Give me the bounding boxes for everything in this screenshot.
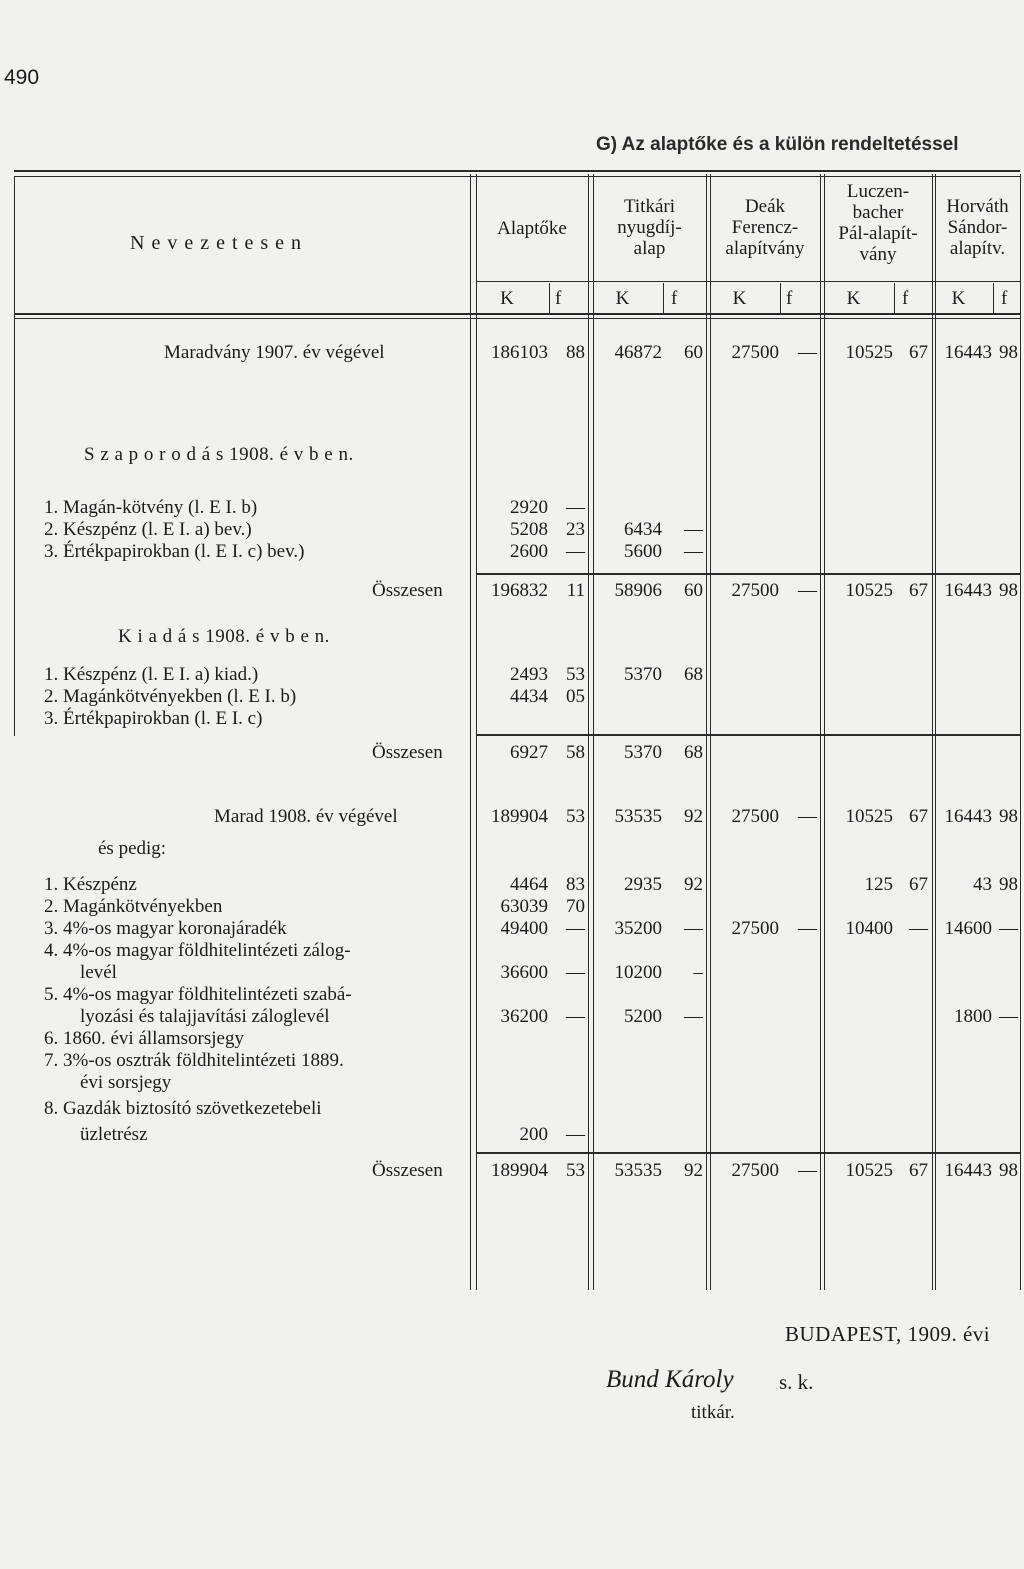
holdings-row-value-k: 200: [519, 1124, 548, 1145]
holdings-row-label: 3. 4%-os magyar koronajáradék: [44, 918, 287, 939]
column-header-line: alap: [633, 238, 666, 259]
signature: Bund Károly: [606, 1366, 734, 1393]
increase-row-value-f: —: [684, 541, 703, 562]
holdings-total-value-k: 27500: [731, 1160, 779, 1181]
header-bottom-rule: [14, 313, 1020, 315]
balance-1907-value-f: 88: [566, 342, 585, 363]
holdings-row-value-k: 35200: [614, 918, 662, 939]
holdings-row-value-f: 92: [684, 874, 703, 895]
holdings-row-value-f: —: [798, 918, 817, 939]
expense-total-value-f: 58: [566, 742, 585, 763]
unit-label-k: K: [732, 288, 747, 309]
holdings-row-label: levél: [80, 962, 117, 983]
increase-total-value-f: 11: [566, 580, 585, 601]
column-header-line: Titkári: [623, 196, 676, 217]
holdings-row-value-k: 27500: [731, 918, 779, 939]
holdings-row-value-k: 63039: [500, 896, 548, 917]
increase-row-value-f: 23: [566, 519, 585, 540]
balance-1908-value-k: 189904: [491, 806, 548, 827]
holdings-row-label: évi sorsjegy: [80, 1072, 172, 1093]
column-header: [824, 181, 932, 265]
column-rule: [706, 174, 707, 1290]
column-header-line: vány: [859, 244, 897, 265]
balance-1907-value-k: 186103: [491, 342, 548, 363]
holdings-total-value-f: 53: [566, 1160, 585, 1181]
holdings-row-value-k: 10400: [845, 918, 893, 939]
unit-label-k: K: [951, 288, 966, 309]
expense-total-rule: [476, 734, 1020, 736]
holdings-row-label: 1. Készpénz: [44, 874, 137, 895]
holdings-row-label: 2. Magánkötvényekben: [44, 896, 223, 917]
balance-1908-value-k: 27500: [731, 806, 779, 827]
increase-total-value-f: —: [798, 580, 817, 601]
holdings-row-label: 4. 4%-os magyar földhitelintézeti zálog-: [44, 940, 351, 961]
column-header-line: Luczen-: [846, 181, 910, 202]
unit-divider: [993, 283, 994, 313]
holdings-row-value-k: 4464: [510, 874, 548, 895]
balance-1907-value-f: 60: [684, 342, 703, 363]
increase-row-value-f: —: [566, 541, 585, 562]
balance-1908-value-k: 53535: [614, 806, 662, 827]
increase-total-value-k: 58906: [614, 580, 662, 601]
increase-row-value-k: 2920: [510, 497, 548, 518]
holdings-row-value-f: —: [909, 918, 928, 939]
holdings-row-value-f: —: [566, 962, 585, 983]
holdings-row-value-k: 10200: [614, 962, 662, 983]
left-margin-rule: [14, 176, 15, 736]
expense-total-label: Összesen: [372, 742, 443, 763]
increase-row-value-k: 2600: [510, 541, 548, 562]
increase-row-label: 2. Készpénz (l. E I. a) bev.): [44, 519, 252, 540]
increase-row-label: 1. Magán-kötvény (l. E I. b): [44, 497, 258, 518]
holdings-row-value-f: –: [693, 962, 703, 983]
column-header-line: alapítv.: [949, 238, 1006, 259]
increase-total-value-k: 10525: [845, 580, 893, 601]
balance-1907-value-k: 46872: [614, 342, 662, 363]
increase-total-rule: [476, 573, 1020, 575]
column-header-line: bacher: [852, 202, 904, 223]
holdings-row-value-k: 125: [864, 874, 893, 895]
unit-label-f: f: [555, 288, 562, 309]
holdings-row-value-f: —: [566, 1124, 585, 1145]
table-top-rule: [14, 170, 1020, 172]
and-namely-label: és pedig:: [98, 838, 167, 859]
place-date: BUDAPEST, 1909. évi: [785, 1322, 991, 1346]
increase-row-value-f: —: [566, 497, 585, 518]
unit-label-f: f: [902, 288, 909, 309]
holdings-row-value-f: 70: [566, 896, 585, 917]
increase-total-label: Összesen: [372, 580, 443, 601]
column-rule: [932, 174, 933, 1290]
column-header: [593, 196, 706, 259]
column-header-line: Sándor-: [947, 217, 1008, 238]
header-bottom-rule-inner: [14, 318, 1020, 319]
expense-row-value-k: 2493: [510, 664, 548, 685]
balance-1907-value-f: —: [798, 342, 817, 363]
balance-1907-value-f: 67: [909, 342, 928, 363]
increase-row-value-f: —: [684, 519, 703, 540]
column-header-line: Ferencz-: [731, 217, 799, 238]
increase-total-value-k: 196832: [491, 580, 548, 601]
holdings-total-value-f: 98: [999, 1160, 1018, 1181]
holdings-total-value-k: 10525: [845, 1160, 893, 1181]
unit-label-k: K: [615, 288, 630, 309]
holdings-row-label: 8. Gazdák biztosító szövetkezetebeli: [44, 1098, 322, 1119]
column-header-line: nyugdíj-: [617, 217, 682, 238]
column-rule: [1020, 174, 1021, 1290]
holdings-row-label: 7. 3%-os osztrák földhitelintézeti 1889.: [44, 1050, 344, 1071]
increase-row-label: 3. Értékpapirokban (l. E I. c) bev.): [44, 541, 305, 562]
unit-label-k: K: [846, 288, 861, 309]
holdings-row-value-f: —: [684, 918, 703, 939]
balance-1908-value-f: 92: [684, 806, 703, 827]
expense-row-value-f: 53: [566, 664, 585, 685]
unit-label-f: f: [671, 288, 678, 309]
holdings-row-label: 5. 4%-os magyar földhitelintézeti szabá-: [44, 984, 352, 1005]
signature-suffix: s. k.: [779, 1370, 814, 1394]
unit-divider: [780, 283, 781, 313]
holdings-row-value-k: 36600: [500, 962, 548, 983]
holdings-row-value-f: 98: [999, 874, 1018, 895]
page-title: G) Az alaptőke és a külön rendeltetéssel: [596, 134, 959, 155]
holdings-row-value-k: 14600: [944, 918, 992, 939]
balance-1908-value-k: 16443: [944, 806, 992, 827]
holdings-row-value-k: 36200: [500, 1006, 548, 1027]
column-header-line: Pál-alapít-: [838, 223, 918, 244]
column-header-line: Horváth: [946, 196, 1009, 217]
balance-1908-label: Marad 1908. év végével: [214, 806, 398, 827]
holdings-total-value-k: 53535: [614, 1160, 662, 1181]
holdings-row-value-f: 67: [909, 874, 928, 895]
holdings-total-label: Összesen: [372, 1160, 443, 1181]
balance-1907-value-k: 27500: [731, 342, 779, 363]
holdings-total-value-k: 189904: [491, 1160, 548, 1181]
header-row-label: N e v e z e t e s e n: [130, 232, 303, 254]
column-header: [710, 196, 820, 259]
balance-1907-value-k: 10525: [845, 342, 893, 363]
unit-divider: [549, 283, 550, 313]
increase-row-value-k: 6434: [624, 519, 662, 540]
page-number: 490: [4, 66, 40, 89]
increase-section-title: S z a p o r o d á s 1908. é v b e n.: [84, 444, 354, 465]
holdings-row-value-k: 49400: [500, 918, 548, 939]
holdings-total-rule: [476, 1152, 1020, 1154]
increase-total-value-f: 98: [999, 580, 1018, 601]
table-top-rule-inner: [14, 176, 1020, 177]
holdings-row-label: 6. 1860. évi államsorsjegy: [44, 1028, 244, 1049]
increase-total-value-k: 16443: [944, 580, 992, 601]
expense-row-label: 2. Magánkötvényekben (l. E I. b): [44, 686, 297, 707]
holdings-row-value-f: 83: [566, 874, 585, 895]
holdings-row-value-k: 2935: [624, 874, 662, 895]
column-header: [476, 218, 588, 239]
increase-row-value-k: 5600: [624, 541, 662, 562]
holdings-row-value-f: —: [684, 1006, 703, 1027]
holdings-row-value-f: —: [999, 1006, 1018, 1027]
column-header-line: Alaptőke: [497, 218, 567, 239]
units-rule: [476, 281, 1020, 282]
increase-total-value-f: 67: [909, 580, 928, 601]
holdings-total-value-f: —: [798, 1160, 817, 1181]
expense-row-value-k: 5370: [624, 664, 662, 685]
increase-total-value-f: 60: [684, 580, 703, 601]
balance-1907-value-f: 98: [999, 342, 1018, 363]
holdings-row-label: üzletrész: [80, 1124, 148, 1145]
balance-1908-value-k: 10525: [845, 806, 893, 827]
signer-role: titkár.: [691, 1402, 735, 1423]
expense-total-value-k: 5370: [624, 742, 662, 763]
balance-1908-value-f: 98: [999, 806, 1018, 827]
expense-row-label: 3. Értékpapirokban (l. E I. c): [44, 708, 263, 729]
column-rule: [588, 174, 589, 1290]
holdings-row-value-k: 43: [973, 874, 992, 895]
balance-1907-label: Maradvány 1907. év végével: [164, 342, 385, 363]
balance-1907-value-k: 16443: [944, 342, 992, 363]
increase-row-value-k: 5208: [510, 519, 548, 540]
expense-row-value-k: 4434: [510, 686, 548, 707]
column-rule: [470, 174, 471, 1290]
unit-divider: [663, 283, 664, 313]
expense-section-title: K i a d á s 1908. é v b e n.: [118, 626, 330, 647]
expense-row-value-f: 68: [684, 664, 703, 685]
holdings-total-value-f: 67: [909, 1160, 928, 1181]
column-header: [935, 196, 1020, 259]
holdings-total-value-f: 92: [684, 1160, 703, 1181]
expense-row-value-f: 05: [566, 686, 585, 707]
expense-total-value-k: 6927: [510, 742, 548, 763]
expense-total-value-f: 68: [684, 742, 703, 763]
holdings-row-value-f: —: [566, 1006, 585, 1027]
unit-label-f: f: [1001, 288, 1008, 309]
holdings-row-label: lyozási és talajjavítási záloglevél: [80, 1006, 330, 1027]
balance-1908-value-f: 53: [566, 806, 585, 827]
unit-label-k: K: [500, 288, 514, 309]
balance-1908-value-f: 67: [909, 806, 928, 827]
column-header-line: alapítvány: [725, 238, 805, 259]
column-rule: [820, 174, 821, 1290]
holdings-row-value-k: 5200: [624, 1006, 662, 1027]
column-header-line: Deák: [744, 196, 786, 217]
unit-divider: [894, 283, 895, 313]
expense-row-label: 1. Készpénz (l. E I. a) kiad.): [44, 664, 259, 685]
holdings-row-value-f: —: [566, 918, 585, 939]
increase-total-value-k: 27500: [731, 580, 779, 601]
holdings-row-value-k: 1800: [954, 1006, 992, 1027]
holdings-total-value-k: 16443: [944, 1160, 992, 1181]
holdings-row-value-f: —: [999, 918, 1018, 939]
balance-1908-value-f: —: [798, 806, 817, 827]
unit-label-f: f: [786, 288, 793, 309]
